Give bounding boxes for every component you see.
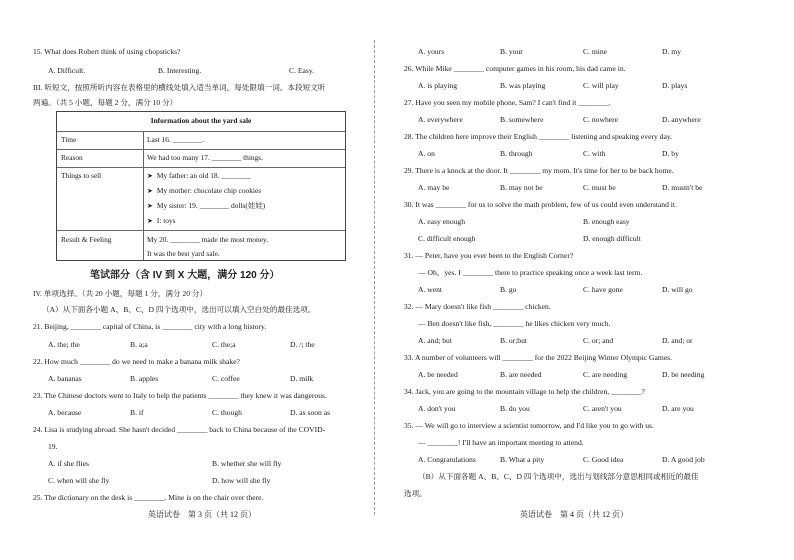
- question-31-cont: — Oh，yes. I ________ there to practice speaking once a week last term.: [418, 268, 643, 277]
- q31-option-a: A. went: [418, 285, 443, 294]
- q27-option-a: A. everywhere: [418, 115, 463, 124]
- q25-option-d: D. my: [662, 47, 681, 56]
- q23-option-b: B. if: [130, 408, 144, 417]
- q28-option-d: D. by: [662, 149, 679, 158]
- row-time-label: Time: [61, 135, 77, 144]
- q25-option-c: C. mine: [583, 47, 608, 56]
- section-3-instruction: III. 听短文，按照所听内容在表格里的横线处填入适当单词，每处限填一词。本段短文听: [33, 83, 326, 92]
- yard-sale-table: [56, 111, 346, 261]
- q27-option-b: B. somewhere: [500, 115, 544, 124]
- page-divider: [374, 40, 375, 515]
- q24-option-a: A. if she flies: [48, 459, 89, 468]
- row-things-item: ➤ My father: an old 18. ________: [147, 171, 251, 180]
- q28-option-b: B. through: [500, 149, 533, 158]
- written-part-title: 笔试部分（含 IV 到 X 大题，满分 120 分）: [90, 270, 280, 281]
- q26-option-d: D. plays: [662, 81, 688, 90]
- row-things-item: ➤ My mother: chocolate chip cookies: [147, 186, 262, 195]
- section-3-instruction-cont: 两遍。（共 5 小题，每题 2 分，满分 10 分）: [33, 98, 178, 107]
- q33-option-b: B. are needed: [500, 370, 542, 379]
- q29-option-c: C. must be: [583, 183, 616, 192]
- part-b-instruction-cont: 选项。: [404, 489, 427, 498]
- q30-option-d: D. enough difficult: [583, 234, 641, 243]
- q15-option-b: B. Interesting.: [158, 66, 202, 75]
- q31-option-b: B. go: [500, 285, 517, 294]
- q30-option-a: A. easy enough: [418, 217, 466, 226]
- question-32: 32. — Mary doesn't like fish ________ chicken.: [404, 302, 551, 311]
- question-28: 28. The children here improve their English ________ listening and speaking every day.: [404, 132, 673, 141]
- row-reason-value: We had too many 17. ________ things.: [147, 153, 264, 162]
- question-24-cont: 19.: [48, 442, 58, 451]
- q23-option-a: A. because: [48, 408, 82, 417]
- q15-option-c: C. Easy.: [289, 66, 315, 75]
- q35-option-a: A. Congratulations: [418, 455, 476, 464]
- q30-option-c: C. difficult enough: [418, 234, 476, 243]
- q26-option-c: C. will play: [583, 81, 619, 90]
- question-15: 15. What does Robert think of using chopsticks?: [33, 47, 181, 56]
- q23-option-d: D. as soon as: [290, 408, 331, 417]
- row-things-label: Things to sell: [61, 171, 102, 180]
- question-22: 22. How much ________ do we need to make a banana milk shake?: [33, 357, 240, 366]
- q30-option-b: B. enough easy: [583, 217, 630, 226]
- part-a-instruction: （A）从下面各小题 A、B、C、D 四个选项中，选出可以填入空白处的最佳选项。: [42, 305, 316, 314]
- q32-option-b: B. or;but: [500, 336, 528, 345]
- q22-option-d: D. milk: [290, 374, 314, 383]
- q32-option-c: C. or; and: [583, 336, 614, 345]
- question-32-cont: — Ben doesn't like fish, ________ he likes chicken very much.: [418, 319, 611, 328]
- q28-option-c: C. with: [583, 149, 606, 158]
- q35-option-c: C. Good idea: [583, 455, 624, 464]
- question-26: 26. While Mike ________ computer games in his room, his dad came in.: [404, 64, 626, 73]
- q34-option-b: B. do you: [500, 404, 530, 413]
- row-time-value: Last 16. ________.: [147, 135, 205, 144]
- q23-option-c: C. though: [212, 408, 242, 417]
- row-result-label: Result & Feeling: [61, 235, 112, 244]
- q35-option-d: D. A good job: [662, 455, 705, 464]
- q33-option-d: D. be needing: [662, 370, 705, 379]
- q34-option-d: D. are you: [662, 404, 694, 413]
- q28-option-a: A. on: [418, 149, 435, 158]
- q24-option-c: C. when will she fly: [48, 476, 110, 485]
- q24-option-b: B. whether she will fly: [212, 459, 282, 468]
- q34-option-c: C. aren't you: [583, 404, 622, 413]
- section-4-title: IV. 单项选择。（共 20 小题，每题 1 分，满分 20 分）: [33, 289, 208, 298]
- q21-option-c: C. the;a: [212, 340, 236, 349]
- row-things-item: ➤ My sister: 19. ________ dolls(娃娃): [147, 201, 266, 210]
- row-result-value: It was the best yard sale.: [147, 249, 220, 258]
- question-34: 34. Jack, you are going to the mountain village to help the children, ________?: [404, 387, 645, 396]
- row-reason-label: Reason: [61, 153, 83, 162]
- right-page-footer: 英语试卷 第 4 页（共 12 页）: [520, 510, 628, 519]
- row-things-item: ➤ I: toys: [147, 216, 176, 225]
- q15-option-a: A. Difficult.: [48, 66, 86, 75]
- q29-option-b: B. may not be: [500, 183, 543, 192]
- question-35-cont: — ________! I'll have an important meeting to attend.: [418, 438, 584, 447]
- question-21: 21. Beijing, ________ capital of China, is ________ city with a long history.: [33, 322, 267, 331]
- q22-option-a: A. bananas: [48, 374, 82, 383]
- q29-option-d: D. mustn't be: [662, 183, 703, 192]
- q33-option-c: C. are needing: [583, 370, 628, 379]
- question-35: 35. — We will go to interview a scientist tomorrow, and I'd like you to go with us.: [404, 421, 654, 430]
- q21-option-d: D. /; the: [290, 340, 315, 349]
- q27-option-d: D. anywhere: [662, 115, 701, 124]
- row-result-value: My 20. ________ made the most money.: [147, 235, 269, 244]
- q26-option-b: B. was playing: [500, 81, 546, 90]
- question-24: 24. Lisa is studying abroad. She hasn't decided ________ back to China because of the COVID-: [33, 425, 326, 434]
- question-23: 23. The Chinese doctors went to Italy to help the patients ________ they knew it was dangerous.: [33, 391, 327, 400]
- q31-option-d: D. will go: [662, 285, 693, 294]
- left-page-footer: 英语试卷 第 3 页（共 12 页）: [148, 510, 256, 519]
- part-b-instruction: （B）从下面各题 A、B、C、D 四个选项中，选出与划线部分意思相同或相近的最佳: [418, 472, 699, 481]
- q27-option-c: C. nowhere: [583, 115, 619, 124]
- q22-option-b: B. apples: [130, 374, 159, 383]
- q21-option-a: A. the; the: [48, 340, 80, 349]
- q35-option-b: B. What a pity: [500, 455, 545, 464]
- question-29: 29. There is a knock at the door. It ________ my mom. It's time for her to be back home.: [404, 166, 674, 175]
- q24-option-d: D. how will she fly: [212, 476, 271, 485]
- question-31: 31. — Peter, have you ever been to the English Corner?: [404, 251, 574, 260]
- question-25: 25. The dictionary on the desk is ________. Mine is on the chair over there.: [33, 493, 264, 502]
- q26-option-a: A. is playing: [418, 81, 458, 90]
- table-title: Information about the yard sale: [150, 116, 252, 125]
- question-27: 27. Have you seen my mobile phone, Sam? I can't find it ________.: [404, 98, 611, 107]
- q29-option-a: A. may be: [418, 183, 450, 192]
- q33-option-a: A. be needed: [418, 370, 458, 379]
- q25-option-b: B. your: [500, 47, 523, 56]
- q31-option-c: C. have gone: [583, 285, 623, 294]
- q32-option-a: A. and; but: [418, 336, 452, 345]
- q21-option-b: B. a;a: [130, 340, 148, 349]
- question-30: 30. It was ________ for us to solve the math problem, few of us could even understand it.: [404, 200, 677, 209]
- q22-option-c: C. coffee: [212, 374, 240, 383]
- q34-option-a: A. don't you: [418, 404, 456, 413]
- question-33: 33. A number of volunteers will ________ for the 2022 Beijing Winter Olympic Games.: [404, 353, 673, 362]
- q25-option-a: A. yours: [418, 47, 445, 56]
- q32-option-d: D. and; or: [662, 336, 693, 345]
